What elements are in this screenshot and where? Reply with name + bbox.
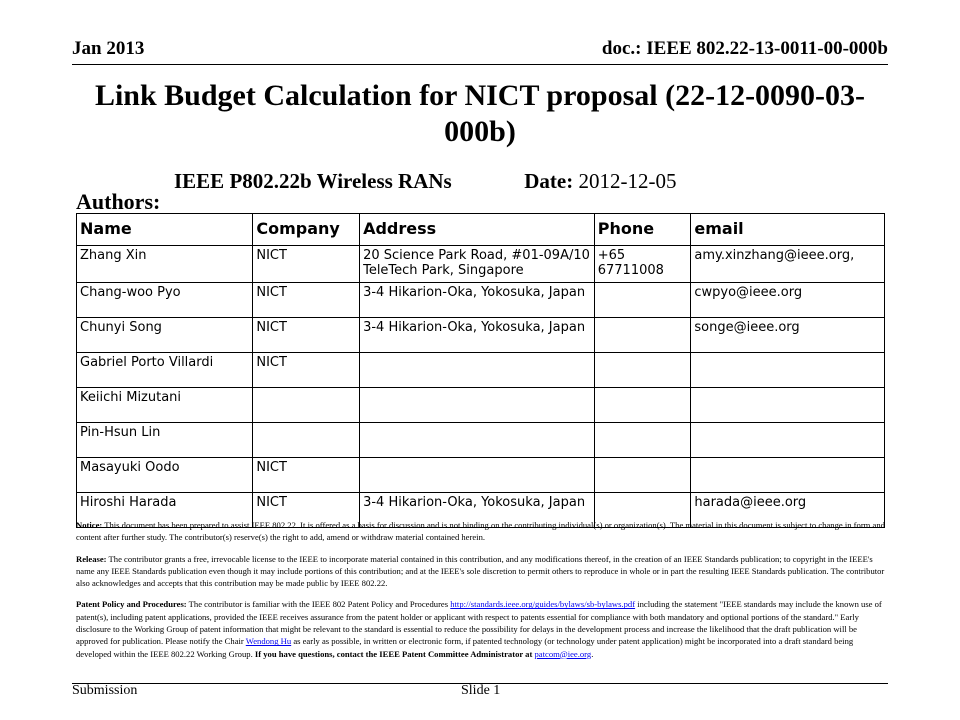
cell-address: 20 Science Park Road, #01-09A/10 TeleTech Park, Singapore: [360, 246, 595, 283]
table-row: [77, 318, 885, 353]
cell-company: NICT: [253, 493, 360, 528]
authors-table: [76, 213, 885, 528]
admin-email-link[interactable]: patcom@iee.org: [534, 648, 592, 659]
table-row: [77, 353, 885, 388]
cell-phone: [594, 283, 691, 318]
table-header-row: [77, 214, 885, 246]
patent-policy-link[interactable]: http://standards.ieee.org/guides/bylaws/sb-bylaws.pdf: [450, 599, 636, 610]
cell-name: Masayuki Oodo: [77, 458, 253, 493]
patent-contact-text: If you have questions, contact the IEEE Patent Committee Administrator at: [254, 648, 533, 659]
cell-address: [360, 353, 595, 388]
cell-phone: [594, 388, 691, 423]
footer-submission: Submission: [72, 683, 138, 698]
patent-text-1: The contributor is familiar with the IEEE 802 Patent Policy and Procedures: [188, 599, 449, 610]
col-header-address: Address: [360, 214, 595, 246]
subtitle-date-value: 2012-12-05: [578, 169, 677, 193]
cell-address: 3-4 Hikarion-Oka, Yokosuka, Japan: [360, 283, 595, 318]
cell-name: Keiichi Mizutani: [77, 388, 253, 423]
cell-name: Pin-Hsun Lin: [77, 423, 253, 458]
release-text: The contributor grants a free, irrevocable license to the IEEE to incorporate material contained in this contribution, and any modifications thereof, in the creation of an IEEE Standards publication; to copyright in the IEEE's name any IEEE Standards publication even though it may include portions of this contribution; and at the IEEE's sole discretion to permit others to reproduce in whole or in part the resulting IEEE Standards publication. The contributor also acknowledges and accepts that this contribution may be made public by IEEE 802.22.: [76, 553, 885, 589]
col-header-company: Company: [253, 214, 360, 246]
patent-text-3: as early as possible, in written or electronic form, if patented technology (or technology under patent application) might be incorporated into a draft standard being developed within the IEEE 802.22 Working Group.: [76, 636, 854, 659]
cell-company: NICT: [253, 246, 360, 283]
table-row: [77, 458, 885, 493]
cell-email: cwpyo@ieee.org: [691, 283, 885, 318]
cell-company: NICT: [253, 318, 360, 353]
footer-slide-number: Slide 1: [461, 683, 501, 698]
cell-email: [691, 423, 885, 458]
release-paragraph: [76, 553, 888, 590]
table-row: [77, 246, 885, 283]
cell-phone: [594, 423, 691, 458]
col-header-phone: Phone: [594, 214, 691, 246]
cell-email: amy.xinzhang@ieee.org,: [691, 246, 885, 283]
cell-email: [691, 458, 885, 493]
patent-text-2: including the statement "IEEE standards may include the known use of patent(s), including patent applications, provided the IEEE receives assurance from the patent holder or applicant with respect to patents essential for compliance with both mandatory and optional portions of the standard." Early disclosure to the Working Group of patent information that might be relevant to the standard is essential to reduce the possibility for delays in the development process and increase the likelihood that the draft publication will be approved for publication. Please notify the Chair: [76, 599, 882, 647]
cell-email: harada@ieee.org: [691, 493, 885, 528]
cell-phone: [594, 353, 691, 388]
notice-label: Notice:: [76, 520, 103, 530]
patent-label: Patent Policy and Procedures:: [76, 599, 187, 610]
subtitle-group: IEEE P802.22b Wireless RANs: [174, 169, 452, 193]
cell-name: Chang-woo Pyo: [77, 283, 253, 318]
col-header-email: email: [691, 214, 885, 246]
patent-paragraph: [76, 598, 888, 659]
chair-link[interactable]: Wendong Hu: [245, 636, 292, 647]
subtitle: [174, 169, 676, 194]
cell-phone: [594, 318, 691, 353]
header-divider: [72, 64, 888, 65]
cell-name: Zhang Xin: [77, 246, 253, 283]
header-doc-id: doc.: IEEE 802.22-13-0011-00-000b: [601, 38, 888, 59]
cell-address: [360, 423, 595, 458]
cell-name: Chunyi Song: [77, 318, 253, 353]
cell-address: 3-4 Hikarion-Oka, Yokosuka, Japan: [360, 318, 595, 353]
notice-text: This document has been prepared to assist IEEE 802.22. It is offered as a basis for discussion and is not binding on the contributing individual(s) or organization(s). The material in this document is subject to change in form and content after further study. The contributor(s) reserve(s) the right to add, amend or withdraw material contained herein.: [76, 520, 885, 543]
patent-end: .: [591, 648, 594, 659]
slide-title: Link Budget Calculation for NICT proposal (22-12-0090-03-000b): [94, 79, 866, 148]
cell-address: 3-4 Hikarion-Oka, Yokosuka, Japan: [360, 493, 595, 528]
cell-phone: [594, 458, 691, 493]
cell-email: songe@ieee.org: [691, 318, 885, 353]
cell-company: NICT: [253, 458, 360, 493]
cell-phone: +65 67711008: [594, 246, 691, 283]
cell-address: [360, 388, 595, 423]
cell-address: [360, 458, 595, 493]
cell-email: [691, 353, 885, 388]
cell-email: [691, 388, 885, 423]
cell-company: NICT: [253, 353, 360, 388]
cell-name: Gabriel Porto Villardi: [77, 353, 253, 388]
cell-company: [253, 423, 360, 458]
release-label: Release:: [76, 553, 107, 564]
cell-company: NICT: [253, 283, 360, 318]
table-row: [77, 388, 885, 423]
cell-company: [253, 388, 360, 423]
notice-block: [76, 519, 888, 669]
authors-label: Authors:: [76, 189, 161, 214]
col-header-name: Name: [77, 214, 253, 246]
table-row: [77, 423, 885, 458]
cell-name: Hiroshi Harada: [77, 493, 253, 528]
subtitle-date-label: Date:: [524, 169, 574, 193]
table-row: [77, 283, 885, 318]
header-date: Jan 2013: [72, 38, 145, 59]
notice-paragraph: [76, 519, 888, 544]
